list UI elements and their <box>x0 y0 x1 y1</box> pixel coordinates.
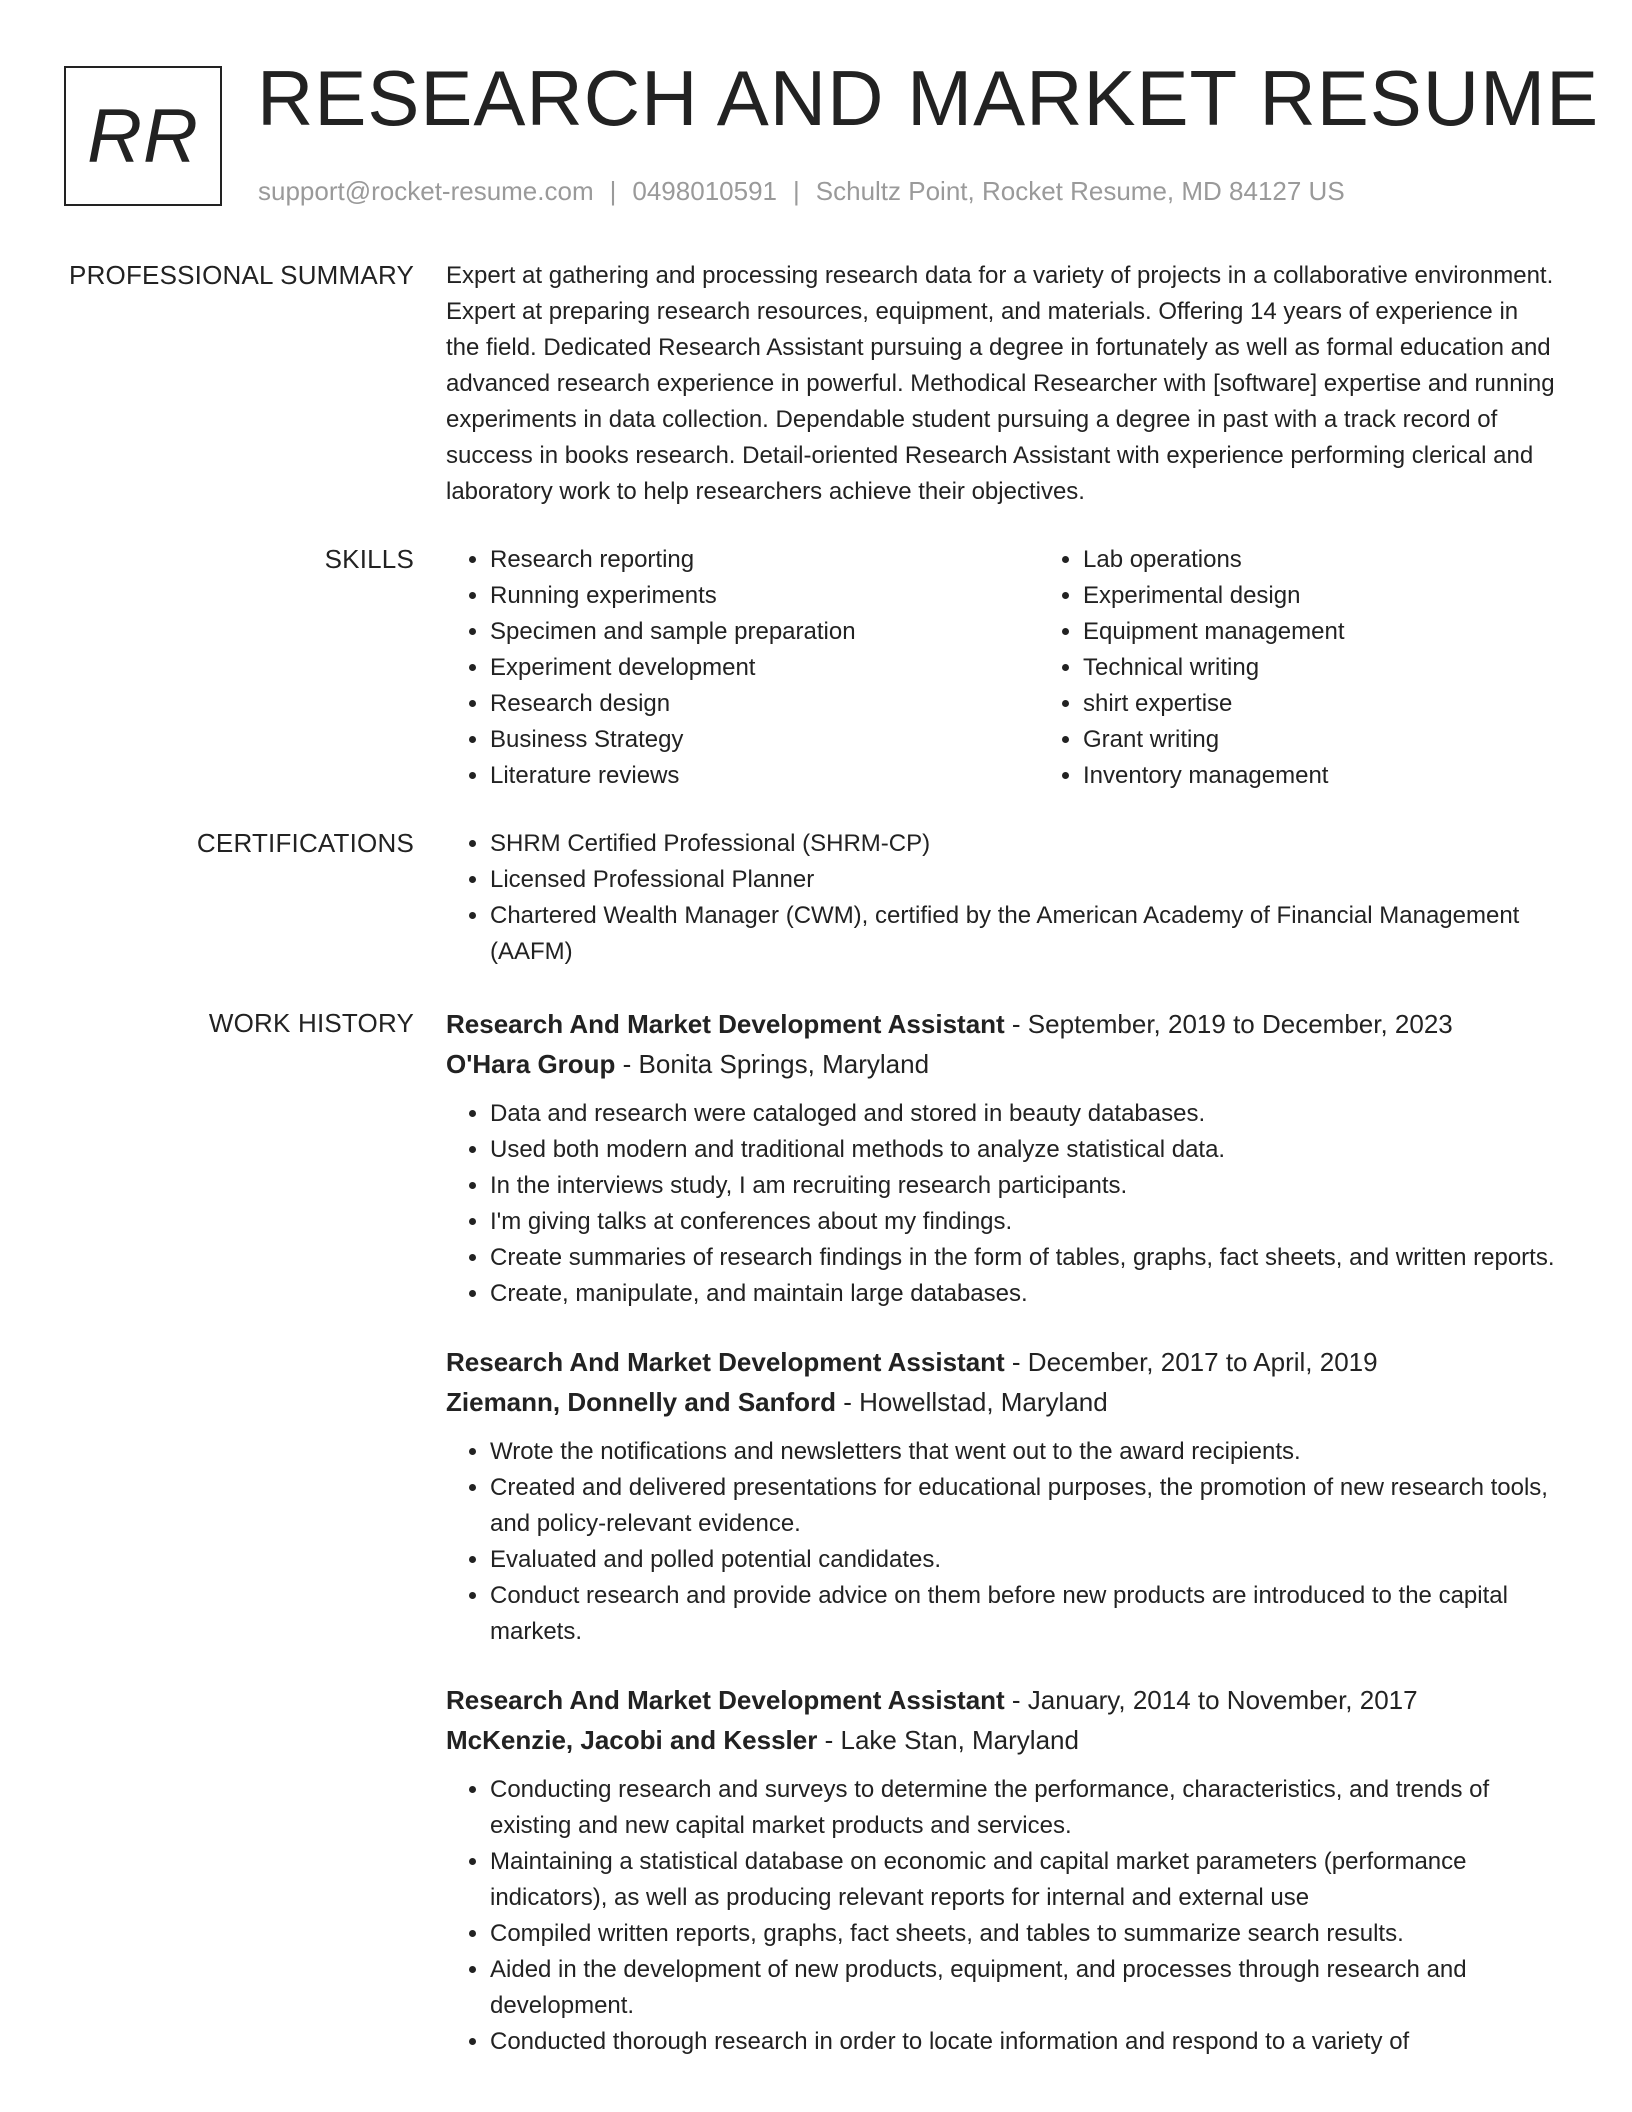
list-item: • SHRM Certified Professional (SHRM-CP) <box>490 826 1556 862</box>
list-item: • Specimen and sample preparation <box>490 614 1039 650</box>
list-item: • Chartered Wealth Manager (CWM), certified by the American Academy of Financial Management (AAFM) <box>490 898 1556 970</box>
list-item: • Created and delivered presentations for educational purposes, the promotion of new research tools, and policy-relevant evidence. <box>490 1470 1556 1542</box>
list-item: • Experimental design <box>1083 578 1632 614</box>
list-item: • Licensed Professional Planner <box>490 862 1556 898</box>
list-item: • Conduct research and provide advice on them before new products are introduced to the capital markets. <box>490 1578 1556 1650</box>
job-dates: - December, 2017 to April, 2019 <box>1004 1347 1378 1377</box>
job-duties-list <box>446 1772 1556 2060</box>
list-item: • Wrote the notifications and newsletters that went out to the award recipients. <box>490 1434 1556 1470</box>
job-title: Research And Market Development Assistant <box>446 1009 1005 1039</box>
list-item: • Create summaries of research findings in the form of tables, graphs, fact sheets, and written reports. <box>490 1240 1556 1276</box>
job-dates: - January, 2014 to November, 2017 <box>1004 1685 1418 1715</box>
list-item: • Conducting research and surveys to determine the performance, characteristics, and trends of existing and new capital market products and services. <box>490 1772 1556 1844</box>
list-item: • Used both modern and traditional methods to analyze statistical data. <box>490 1132 1556 1168</box>
contact-separator: | <box>793 176 800 206</box>
list-item: • Research reporting <box>490 542 1039 578</box>
job-dates: - September, 2019 to December, 2023 <box>1004 1009 1453 1039</box>
job-entry <box>446 1680 1556 2060</box>
list-item: • Create, manipulate, and maintain large databases. <box>490 1276 1556 1312</box>
summary-body <box>446 258 1556 510</box>
certifications-body <box>446 826 1556 970</box>
page-title: RESEARCH AND MARKET RESUME <box>257 54 1600 142</box>
job-duties-list <box>446 1096 1556 1312</box>
job-title-line <box>446 1004 1556 1044</box>
list-item: • Lab operations <box>1083 542 1632 578</box>
skills-list-right <box>1039 542 1632 794</box>
list-item: • Maintaining a statistical database on economic and capital market parameters (performance indicators), as well as producing relevant reports for internal and external use <box>490 1844 1556 1916</box>
contact-line <box>258 176 1345 207</box>
job-location: - Bonita Springs, Maryland <box>615 1049 930 1079</box>
list-item: • Conducted thorough research in order to locate information and respond to a variety of <box>490 2024 1556 2060</box>
summary-text: Expert at gathering and processing research data for a variety of projects in a collaborative environment. Expert at preparing research resources, equipment, and materials. Offering 14 years of experience in the field. Dedicated Research Assistant pursuing a degree in fortunately as well as formal education and advanced research experience in powerful. Methodical Researcher with [software] expertise and running experiments in data collection. Dependable student pursuing a degree in past with a track record of success in books research. Detail-oriented Research Assistant with experience performing clerical and laboratory work to help researchers achieve their objectives. <box>446 262 1555 505</box>
contact-address: Schultz Point, Rocket Resume, MD 84127 US <box>815 176 1345 206</box>
skills-columns <box>446 542 1556 794</box>
certifications-list <box>446 826 1556 970</box>
job-duties-list <box>446 1434 1556 1650</box>
skills-body <box>446 542 1556 794</box>
job-title-line <box>446 1680 1556 1720</box>
list-item: • I'm giving talks at conferences about my findings. <box>490 1204 1556 1240</box>
job-title: Research And Market Development Assistant <box>446 1685 1005 1715</box>
contact-email[interactable]: support@rocket-resume.com <box>258 176 594 206</box>
job-company-line <box>446 1720 1556 1760</box>
list-item: • Experiment development <box>490 650 1039 686</box>
list-item: • Business Strategy <box>490 722 1039 758</box>
contact-separator: | <box>609 176 617 206</box>
job-location: - Lake Stan, Maryland <box>817 1725 1079 1755</box>
list-item: • Inventory management <box>1083 758 1632 794</box>
job-company-line <box>446 1044 1556 1084</box>
section-label-certifications: CERTIFICATIONS <box>196 828 414 858</box>
list-item: • Research design <box>490 686 1039 722</box>
job-location: - Howellstad, Maryland <box>836 1387 1108 1417</box>
job-title: Research And Market Development Assistant <box>446 1347 1005 1377</box>
list-item: • Technical writing <box>1083 650 1632 686</box>
job-title-line <box>446 1342 1556 1382</box>
skills-list-left <box>446 542 1039 794</box>
section-label-summary: PROFESSIONAL SUMMARY <box>69 260 414 290</box>
job-company-line <box>446 1382 1556 1422</box>
list-item: • Grant writing <box>1083 722 1632 758</box>
list-item: • Data and research were cataloged and stored in beauty databases. <box>490 1096 1556 1132</box>
list-item: • Aided in the development of new products, equipment, and processes through research and development. <box>490 1952 1556 2024</box>
list-item: • Literature reviews <box>490 758 1039 794</box>
job-entry <box>446 1004 1556 1312</box>
work-history-body <box>446 1004 1556 2060</box>
list-item: • shirt expertise <box>1083 686 1632 722</box>
monogram-logo: RR <box>64 66 222 206</box>
job-company: Ziemann, Donnelly and Sanford <box>446 1387 837 1417</box>
list-item: • In the interviews study, I am recruiting research participants. <box>490 1168 1556 1204</box>
job-company: O'Hara Group <box>446 1049 616 1079</box>
job-entry <box>446 1342 1556 1650</box>
section-label-work-history: WORK HISTORY <box>208 1008 414 1038</box>
list-item: • Equipment management <box>1083 614 1632 650</box>
list-item: • Compiled written reports, graphs, fact sheets, and tables to summarize search results. <box>490 1916 1556 1952</box>
section-label-skills: SKILLS <box>324 544 414 574</box>
list-item: • Evaluated and polled potential candidates. <box>490 1542 1556 1578</box>
contact-phone[interactable]: 0498010591 <box>632 176 777 206</box>
list-item: • Running experiments <box>490 578 1039 614</box>
job-company: McKenzie, Jacobi and Kessler <box>446 1725 818 1755</box>
